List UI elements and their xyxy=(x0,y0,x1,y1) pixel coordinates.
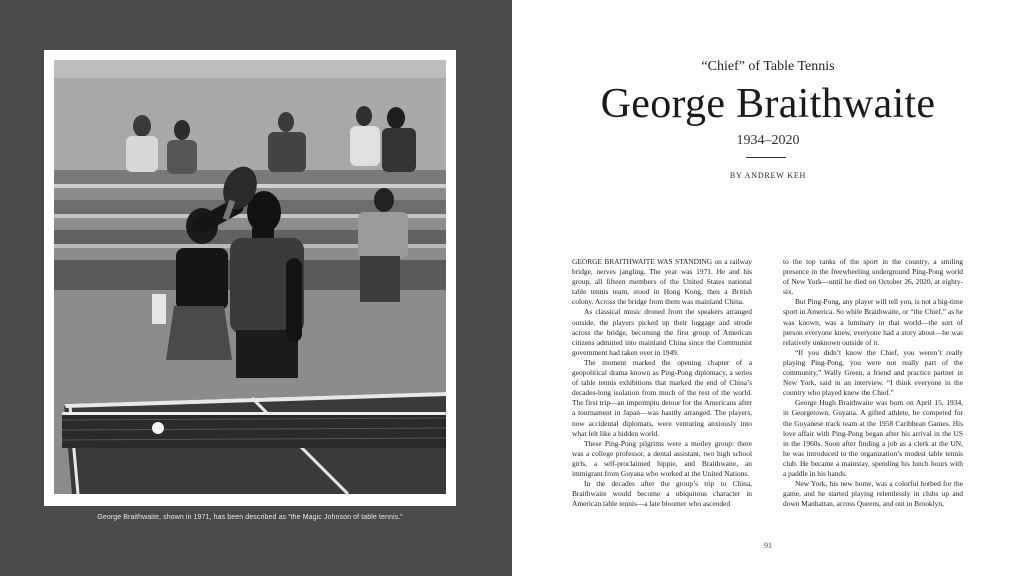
photo-illustration xyxy=(54,60,446,494)
paragraph: But Ping-Pong, any player will tell you, is not a big-time sport in America. So while Braithwaite, or “the Chief,” as he was known, was a luminary in that world—the sort of person everyone knew, everyone had a story about—he was relatively unknown outside of it. xyxy=(783,297,963,347)
byline: BY ANDREW KEH xyxy=(729,171,807,180)
article-kicker: “Chief” of Table Tennis xyxy=(701,59,835,74)
paragraph: GEORGE BRAITHWAITE WAS STANDING on a railway bridge, nerves jangling. The year was 1971. He and his group, all fifteen members of the United States national table tennis team, stood in Hong Kong, then a British colony. Across the bridge from them was mainland China. xyxy=(572,257,752,307)
photograph-table-tennis-player xyxy=(54,60,446,494)
title-divider xyxy=(746,157,786,158)
body-column-1 xyxy=(572,257,752,509)
photo-caption: George Braithwaite, shown in 1971, has been described as “the Magic Johnson of table tennis.” xyxy=(97,514,403,521)
paragraph: New York, his new home, was a colorful hotbed for the game, and he started playing relentlessly in clubs up and down Manhattan, across Queens, and out in Brooklyn, xyxy=(783,479,963,509)
article-title: George Braithwaite xyxy=(600,81,936,127)
paragraph: As classical music droned from the speakers arranged outside, the players picked up their luggage and strode across the bridge, becoming the first group of American citizens admitted into mainland China since the Communist government had taken over in 1949. xyxy=(572,307,752,357)
life-years: 1934–2020 xyxy=(736,133,800,148)
photo-frame xyxy=(44,50,456,506)
paragraph: In the decades after the group’s trip to China, Braithwaite would become a ubiquitous character in American table tennis—a late bloomer who ascended xyxy=(572,479,752,509)
right-page xyxy=(512,0,1024,576)
paragraph: The moment marked the opening chapter of a geopolitical drama known as Ping-Pong diplomacy, a series of table tennis exhibitions that marked the end of China’s decades-long isolation from much of the rest of the world. The first trip—an impromptu detour for the Americans after a tournament in Japan—was hastily arranged. The players, now accidental diplomats, were venturing anxiously into what felt like a hidden world. xyxy=(572,357,752,438)
paragraph: to the top ranks of the sport in the country, a smiling presence in the freewheeling underground Ping-Pong world of New York—until he died on October 26, 2020, at eighty-six. xyxy=(783,257,963,297)
paragraph: “If you didn’t know the Chief, you weren’t really playing Ping-Pong, you were not really part of the community,” Wally Green, a friend and practice partner in New York, said in an interview. “I think everyone in the country who played knew the Chief.” xyxy=(783,347,963,398)
paragraph: These Ping-Pong pilgrims were a motley group: there was a college professor, a dental assistant, two high school girls, a self-proclaimed hippie, and Braithwaite, an immigrant from Guyana who worked at the United Nations. xyxy=(572,438,752,478)
body-column-2 xyxy=(783,257,963,509)
page-number: 91 xyxy=(764,541,772,550)
paragraph: George Hugh Braithwaite was born on April 15, 1934, in Georgetown, Guyana. A gifted athlete, he competed for the Guyanese track team at the 1958 Caribbean Games. His love affair with Ping-Pong began after his arrival in the US in the 1960s. Soon after finding a job as a clerk at the UN, he was introduced to the organization’s modest table tennis club. He became a mainstay, spending his lunch hours with a paddle in his hands. xyxy=(783,398,963,478)
